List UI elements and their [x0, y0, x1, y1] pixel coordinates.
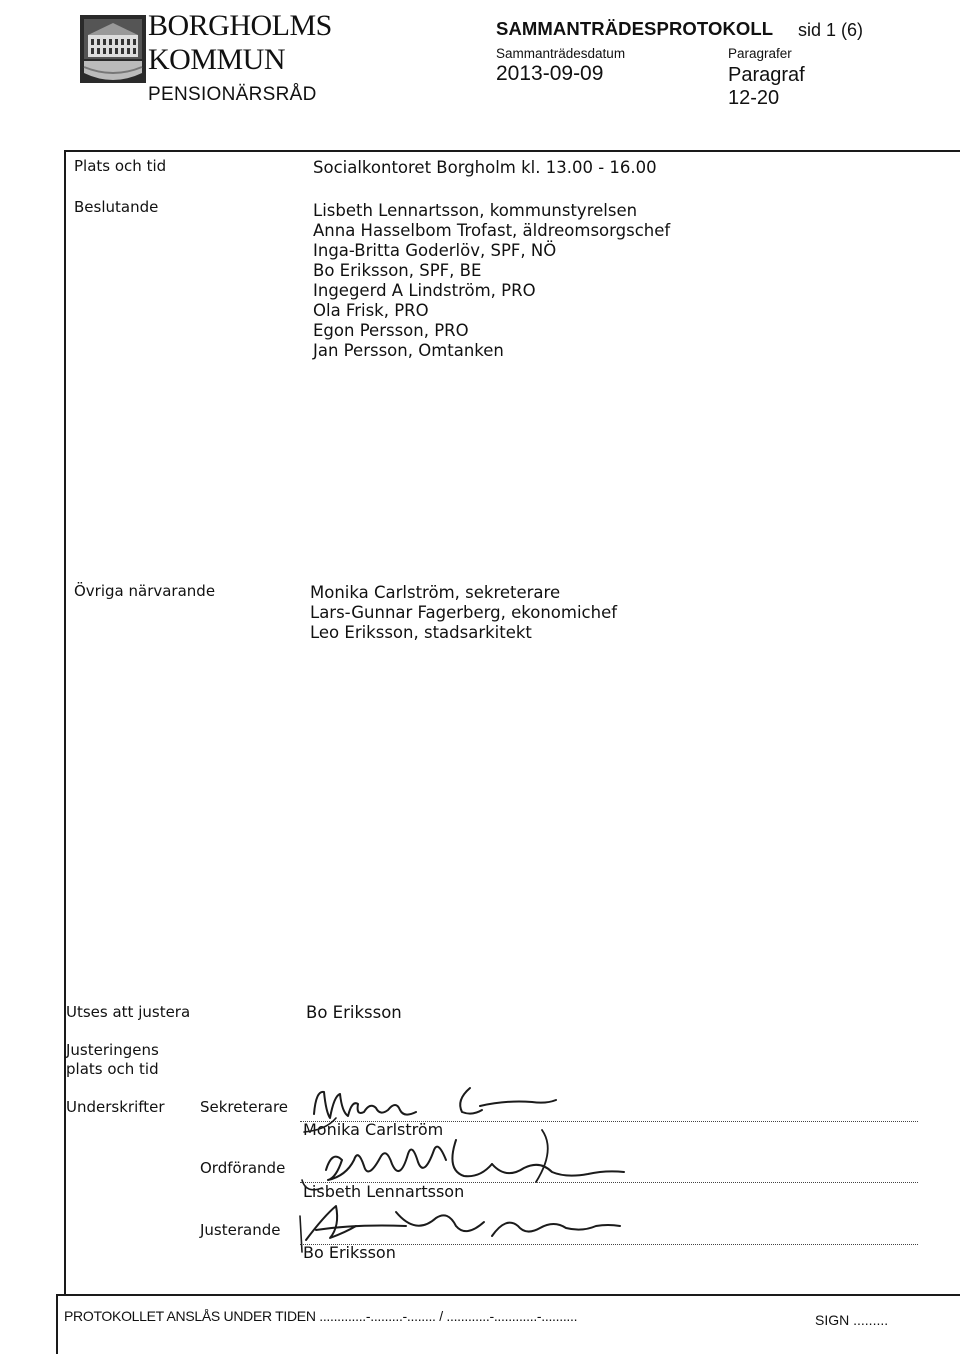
date-label: Sammanträdesdatum	[496, 46, 626, 61]
list-item: Ingegerd A Lindström, PRO	[313, 281, 536, 300]
org-name-line1: BORGHOLMS	[148, 9, 332, 42]
paragraphs-range: 12-20	[728, 87, 780, 109]
paragraphs-title: Paragraf	[728, 64, 805, 86]
signatures-label: Underskrifter	[66, 1098, 165, 1116]
handwritten-signature-adjuster	[296, 1196, 626, 1256]
adjust-place-label-1: Justeringens	[66, 1041, 159, 1059]
adjust-place-label-2: plats och tid	[66, 1060, 159, 1078]
others-label: Övriga närvarande	[74, 582, 216, 600]
signature-role: Sekreterare	[200, 1098, 289, 1116]
list-item: Monika Carlström, sekreterare	[310, 583, 561, 602]
signature-name: Bo Eriksson	[303, 1243, 396, 1262]
frame-top-line	[64, 150, 960, 152]
department-name: PENSIONÄRSRÅD	[148, 84, 317, 105]
list-item: Egon Persson, PRO	[313, 321, 469, 340]
list-item: Inga-Britta Goderlöv, SPF, NÖ	[313, 241, 557, 260]
others-list	[310, 583, 617, 643]
handwritten-signature-chair	[296, 1120, 626, 1200]
place-label: Plats och tid	[74, 157, 167, 175]
sign-label: SIGN .........	[815, 1312, 889, 1328]
signature-name: Lisbeth Lennartsson	[303, 1182, 465, 1201]
org-name-line2: KOMMUN	[148, 43, 286, 76]
posting-period-text: PROTOKOLLET ANSLÅS UNDER TIDEN .............-.........-........ / ............-............-..........	[64, 1308, 578, 1324]
list-item: Anna Hasselbom Trofast, äldreomsorgschef	[313, 221, 671, 240]
document-type: SAMMANTRÄDESPROTOKOLL	[496, 18, 774, 39]
list-item: Ola Frisk, PRO	[313, 301, 429, 320]
signature-role: Ordförande	[200, 1159, 286, 1177]
footer-top-line	[56, 1294, 960, 1296]
adjust-value: Bo Eriksson	[306, 1003, 402, 1022]
signature-name: Monika Carlström	[303, 1120, 444, 1139]
list-item: Lars-Gunnar Fagerberg, ekonomichef	[310, 603, 618, 622]
place-value: Socialkontoret Borgholm kl. 13.00 - 16.00	[313, 158, 657, 177]
frame-left-line	[64, 150, 66, 1295]
list-item: Lisbeth Lennartsson, kommunstyrelsen	[313, 201, 638, 220]
list-item: Leo Eriksson, stadsarkitekt	[310, 623, 532, 642]
page-number: sid 1 (6)	[798, 20, 864, 40]
footer-left-line	[56, 1294, 58, 1354]
adjust-label: Utses att justera	[66, 1003, 191, 1021]
list-item: Jan Persson, Omtanken	[313, 341, 504, 360]
deciding-list	[313, 201, 670, 361]
list-item: Bo Eriksson, SPF, BE	[313, 261, 482, 280]
deciding-label: Beslutande	[74, 198, 159, 216]
signature-role: Justerande	[200, 1221, 281, 1239]
paragraphs-label: Paragrafer	[728, 46, 792, 61]
municipality-logo	[80, 15, 146, 83]
meeting-date: 2013-09-09	[496, 62, 604, 85]
